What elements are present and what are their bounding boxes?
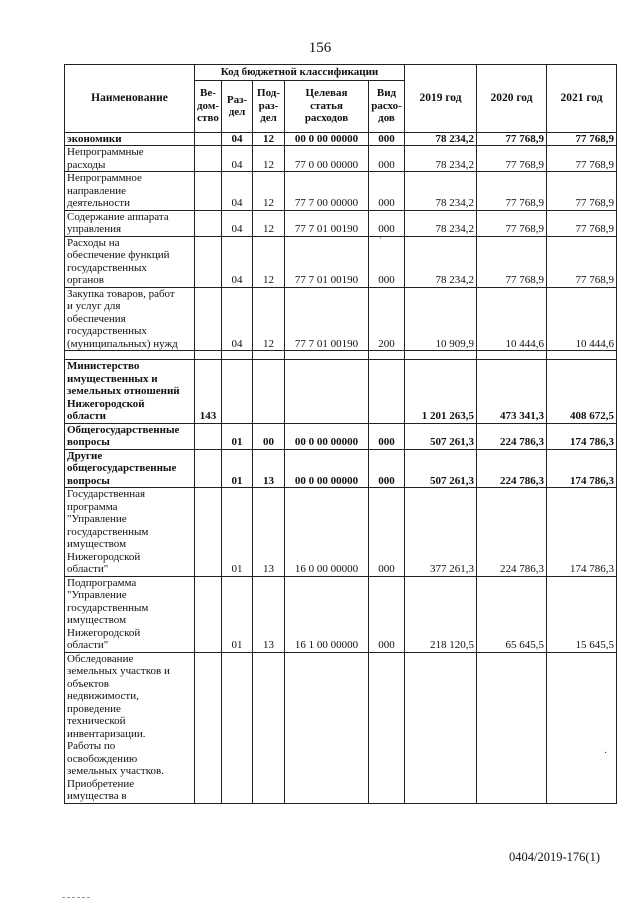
row-2020-cell (477, 652, 547, 803)
row-2020-cell: 77 768,9 (477, 210, 547, 236)
row-name-cell: экономики (65, 132, 195, 146)
spacer-cell (253, 351, 285, 360)
row-vid-cell (369, 652, 405, 803)
spacer-cell (547, 351, 617, 360)
row-vid-cell: 000 (369, 449, 405, 488)
row-razdel-cell: 01 (222, 576, 253, 652)
table-row (65, 423, 617, 449)
row-name-cell: Закупка товаров, работ и услуг для обеспечения государственных (муниципальных) нужд (65, 287, 195, 351)
row-vid-cell (369, 360, 405, 424)
row-2020-cell: 77 768,9 (477, 172, 547, 211)
header-2021: 2021 год (547, 65, 617, 133)
row-target-cell: 16 0 00 00000 (285, 488, 369, 577)
row-2019-cell: 78 234,2 (405, 146, 477, 172)
row-2021-cell: 77 768,9 (547, 146, 617, 172)
row-2020-cell: 224 786,3 (477, 449, 547, 488)
row-target-cell (285, 360, 369, 424)
row-2021-cell: 77 768,9 (547, 132, 617, 146)
crop-mark (62, 897, 90, 898)
row-2019-cell: 507 261,3 (405, 449, 477, 488)
document-code: 0404/2019-176(1) (509, 850, 600, 864)
row-ved-cell (195, 488, 222, 577)
row-razdel-cell: 04 (222, 210, 253, 236)
row-name-cell: Общегосударственные вопросы (65, 423, 195, 449)
row-razdel-cell (222, 360, 253, 424)
row-name-cell: Непрограммное направление деятельности (65, 172, 195, 211)
table-row (65, 652, 617, 803)
row-target-cell: 77 7 01 00190 (285, 287, 369, 351)
row-ved-cell (195, 652, 222, 803)
table-body (65, 132, 617, 803)
scan-artifact: · (379, 234, 382, 243)
row-ved-cell (195, 146, 222, 172)
row-target-cell: 77 7 01 00190 (285, 210, 369, 236)
row-2021-cell: 408 672,5 (547, 360, 617, 424)
table-row (65, 210, 617, 236)
row-vid-cell: 000 (369, 488, 405, 577)
row-podrazdel-cell: 00 (253, 423, 285, 449)
row-podrazdel-cell (253, 652, 285, 803)
spacer-cell (477, 351, 547, 360)
row-podrazdel-cell: 12 (253, 287, 285, 351)
page-number: 156 (308, 40, 332, 56)
row-2021-cell (547, 652, 617, 803)
row-ved-cell (195, 236, 222, 287)
row-2020-cell: 77 768,9 (477, 236, 547, 287)
spacer-row (65, 351, 617, 360)
row-target-cell: 00 0 00 00000 (285, 132, 369, 146)
table-row (65, 360, 617, 424)
row-vid-cell: 000 (369, 172, 405, 211)
row-razdel-cell: 04 (222, 287, 253, 351)
row-2021-cell: 77 768,9 (547, 236, 617, 287)
row-razdel-cell: 04 (222, 172, 253, 211)
header-podrazdel: Под- раз- дел (253, 80, 285, 132)
row-ved-cell (195, 449, 222, 488)
row-2019-cell (405, 652, 477, 803)
row-target-cell: 16 1 00 00000 (285, 576, 369, 652)
row-podrazdel-cell: 13 (253, 449, 285, 488)
row-2020-cell: 224 786,3 (477, 423, 547, 449)
table-row (65, 287, 617, 351)
table-row (65, 132, 617, 146)
row-target-cell: 77 7 01 00190 (285, 236, 369, 287)
row-podrazdel-cell: 12 (253, 236, 285, 287)
row-name-cell: Другие общегосударственные вопросы (65, 449, 195, 488)
row-2021-cell: 77 768,9 (547, 210, 617, 236)
row-2020-cell: 77 768,9 (477, 132, 547, 146)
row-target-cell: 77 7 00 00000 (285, 172, 369, 211)
budget-table (64, 64, 617, 804)
row-razdel-cell: 04 (222, 236, 253, 287)
table-row (65, 172, 617, 211)
row-2020-cell: 77 768,9 (477, 146, 547, 172)
spacer-cell (369, 351, 405, 360)
row-ved-cell (195, 132, 222, 146)
row-2019-cell: 78 234,2 (405, 132, 477, 146)
row-2019-cell: 507 261,3 (405, 423, 477, 449)
spacer-cell (405, 351, 477, 360)
header-2020: 2020 год (477, 65, 547, 133)
table-row (65, 146, 617, 172)
row-podrazdel-cell: 12 (253, 172, 285, 211)
row-ved-cell (195, 172, 222, 211)
row-podrazdel-cell: 12 (253, 146, 285, 172)
spacer-cell (195, 351, 222, 360)
row-ved-cell: 143 (195, 360, 222, 424)
row-razdel-cell: 01 (222, 423, 253, 449)
row-razdel-cell: 04 (222, 132, 253, 146)
row-2020-cell: 473 341,3 (477, 360, 547, 424)
row-name-cell: Обследование земельных участков и объектов недвижимости, проведение технической инвентаризации. Работы по освобождению земельных участков. Приобретение имущества в (65, 652, 195, 803)
scan-artifact: · (604, 748, 608, 759)
table-row (65, 488, 617, 577)
row-target-cell: 77 0 00 00000 (285, 146, 369, 172)
header-target: Целевая статья расходов (285, 80, 369, 132)
header-ved: Ве- дом- ство (195, 80, 222, 132)
row-2019-cell: 78 234,2 (405, 172, 477, 211)
row-razdel-cell (222, 652, 253, 803)
header-vid: Вид расхо- дов (369, 80, 405, 132)
row-name-cell: Содержание аппарата управления (65, 210, 195, 236)
header-code-group: Код бюджетной классификации (195, 65, 405, 81)
row-ved-cell (195, 423, 222, 449)
spacer-cell (285, 351, 369, 360)
table-row (65, 236, 617, 287)
row-target-cell (285, 652, 369, 803)
table-row (65, 449, 617, 488)
row-2019-cell: 377 261,3 (405, 488, 477, 577)
row-podrazdel-cell (253, 360, 285, 424)
row-2021-cell: 174 786,3 (547, 488, 617, 577)
row-vid-cell: 200 (369, 287, 405, 351)
table-row (65, 576, 617, 652)
row-2019-cell: 78 234,2 (405, 236, 477, 287)
row-name-cell: Непрограммные расходы (65, 146, 195, 172)
row-podrazdel-cell: 12 (253, 210, 285, 236)
row-name-cell: Подпрограмма "Управление государственным имуществом Нижегородской области" (65, 576, 195, 652)
row-vid-cell: 000 (369, 146, 405, 172)
spacer-cell (65, 351, 195, 360)
row-podrazdel-cell: 13 (253, 576, 285, 652)
row-2019-cell: 78 234,2 (405, 210, 477, 236)
row-2021-cell: 174 786,3 (547, 449, 617, 488)
row-vid-cell: 000 (369, 423, 405, 449)
row-2019-cell: 10 909,9 (405, 287, 477, 351)
row-2021-cell: 77 768,9 (547, 172, 617, 211)
row-podrazdel-cell: 12 (253, 132, 285, 146)
row-vid-cell: 000 (369, 236, 405, 287)
row-name-cell: Министерство имущественных и земельных отношений Нижегородской области (65, 360, 195, 424)
row-vid-cell: 000 (369, 210, 405, 236)
row-2021-cell: 15 645,5 (547, 576, 617, 652)
header-2019: 2019 год (405, 65, 477, 133)
header-name: Наименование (65, 65, 195, 133)
row-podrazdel-cell: 13 (253, 488, 285, 577)
row-2021-cell: 10 444,6 (547, 287, 617, 351)
row-2021-cell: 174 786,3 (547, 423, 617, 449)
row-ved-cell (195, 576, 222, 652)
header-razdel: Раз- дел (222, 80, 253, 132)
row-2019-cell: 1 201 263,5 (405, 360, 477, 424)
spacer-cell (222, 351, 253, 360)
row-razdel-cell: 01 (222, 488, 253, 577)
row-2020-cell: 224 786,3 (477, 488, 547, 577)
row-name-cell: Государственная программа "Управление государственным имуществом Нижегородской области" (65, 488, 195, 577)
row-ved-cell (195, 287, 222, 351)
row-razdel-cell: 01 (222, 449, 253, 488)
row-2020-cell: 65 645,5 (477, 576, 547, 652)
row-name-cell: Расходы на обеспечение функций государственных органов (65, 236, 195, 287)
row-vid-cell: 000 (369, 132, 405, 146)
row-ved-cell (195, 210, 222, 236)
row-razdel-cell: 04 (222, 146, 253, 172)
row-2019-cell: 218 120,5 (405, 576, 477, 652)
row-target-cell: 00 0 00 00000 (285, 423, 369, 449)
row-vid-cell: 000 (369, 576, 405, 652)
row-target-cell: 00 0 00 00000 (285, 449, 369, 488)
row-2020-cell: 10 444,6 (477, 287, 547, 351)
